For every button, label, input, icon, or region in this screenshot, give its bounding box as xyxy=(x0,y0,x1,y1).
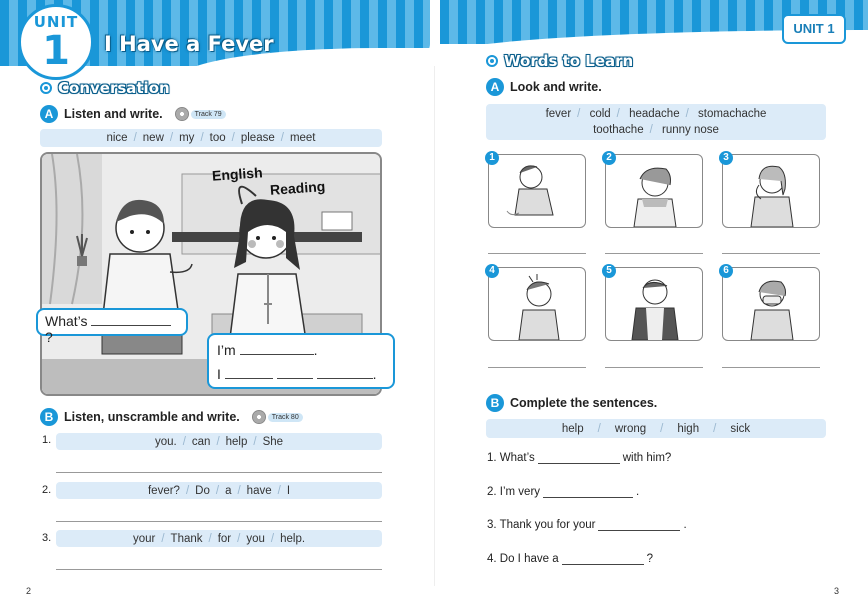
word-bank-a-right: fever / cold / headache / stomachache toothache / runny nose xyxy=(486,104,826,140)
task-letter: B xyxy=(40,408,58,426)
writing-line[interactable] xyxy=(722,367,820,368)
writing-line[interactable] xyxy=(488,367,586,368)
answer-blank[interactable] xyxy=(543,486,633,498)
track-name: Track 80 xyxy=(268,413,303,422)
section-dot-icon xyxy=(40,82,52,94)
word: She xyxy=(262,435,284,448)
task-label: Listen, unscramble and write. xyxy=(64,410,240,424)
sentence-text: 1. What’s xyxy=(487,452,535,464)
audio-track[interactable] xyxy=(252,410,303,424)
word: help xyxy=(225,435,248,448)
sentence-text: . xyxy=(683,519,687,531)
word: fever? xyxy=(147,484,180,497)
page-gutter xyxy=(434,66,435,586)
cd-icon xyxy=(175,107,189,121)
sentence-text: . xyxy=(636,486,640,498)
task-b-left xyxy=(40,408,303,426)
picture-number: 5 xyxy=(602,264,616,278)
row-number: 3. xyxy=(42,532,52,544)
answer-blank[interactable] xyxy=(91,314,171,326)
task-a-left xyxy=(40,105,226,123)
track-name: Track 79 xyxy=(191,110,226,119)
boy-speech-bubble xyxy=(36,308,188,345)
scramble-box: your / Thank / for / you / help. xyxy=(56,530,382,547)
word: please xyxy=(240,132,275,144)
picture-fever xyxy=(488,154,586,228)
page-title: I Have a Fever xyxy=(104,32,274,56)
cd-icon xyxy=(252,410,266,424)
answer-blank[interactable] xyxy=(240,343,314,355)
word: high xyxy=(677,422,700,435)
word: your xyxy=(132,532,156,545)
word: meet xyxy=(289,132,316,144)
task-label: Listen and write. xyxy=(64,107,163,121)
sentence-text: 4. Do I have a xyxy=(487,553,559,565)
unit-tab: UNIT 1 xyxy=(782,14,846,44)
task-label: Complete the sentences. xyxy=(510,396,658,410)
scramble-box: fever? / Do / a / have / I xyxy=(56,482,382,499)
word: have xyxy=(246,484,272,497)
task-letter: A xyxy=(40,105,58,123)
page-number-left: 2 xyxy=(26,586,32,596)
writing-line[interactable] xyxy=(56,569,382,570)
boy-bubble-suffix: ? xyxy=(45,329,53,345)
picture-cold xyxy=(605,154,703,228)
answer-blank[interactable] xyxy=(538,452,620,464)
word: wrong xyxy=(614,422,647,435)
picture-stomachache xyxy=(488,267,586,341)
word: Do xyxy=(195,484,210,497)
answer-blank[interactable] xyxy=(598,519,680,531)
page-number-right: 3 xyxy=(834,586,840,596)
word: a xyxy=(225,484,232,497)
word: for xyxy=(217,532,232,545)
word: cold xyxy=(589,108,611,120)
picture-number: 2 xyxy=(602,151,616,165)
word: toothache xyxy=(593,124,644,136)
task-letter: A xyxy=(486,78,504,96)
word: you. xyxy=(154,435,177,448)
writing-line[interactable] xyxy=(722,253,820,254)
picture-number: 1 xyxy=(485,151,499,165)
audio-track[interactable] xyxy=(175,107,226,121)
sign-english: English xyxy=(211,164,264,184)
section-dot-icon xyxy=(486,55,498,67)
word: help. xyxy=(280,532,306,545)
word: sick xyxy=(730,422,751,435)
word: too xyxy=(209,132,226,144)
word: can xyxy=(191,435,211,448)
picture-headache xyxy=(722,154,820,228)
picture-number: 3 xyxy=(719,151,733,165)
section-conversation xyxy=(40,79,170,97)
section-title: Conversation xyxy=(58,79,170,97)
word: my xyxy=(179,132,195,144)
writing-line[interactable] xyxy=(605,253,703,254)
task-a-right xyxy=(486,78,602,96)
sentence-4 xyxy=(487,553,653,565)
unit-number: 1 xyxy=(42,28,70,74)
girl-bubble-line1: I’m xyxy=(217,342,236,358)
word: I xyxy=(286,484,291,497)
girl-bubble-line2: I xyxy=(217,366,221,382)
sentence-text: 2. I’m very xyxy=(487,486,541,498)
section-words-to-learn xyxy=(486,52,633,70)
scramble-box: you. / can / help / She xyxy=(56,433,382,450)
sign-reading: Reading xyxy=(269,178,326,198)
task-b-right xyxy=(486,394,657,412)
word: runny nose xyxy=(662,124,719,136)
picture-toothache xyxy=(605,267,703,341)
task-letter: B xyxy=(486,394,504,412)
writing-line[interactable] xyxy=(56,521,382,522)
word: nice xyxy=(106,132,128,144)
girl-bubble-line1-end: . xyxy=(313,342,318,358)
sentence-3 xyxy=(487,519,687,531)
row-number: 2. xyxy=(42,484,52,496)
word: stomachache xyxy=(698,108,767,120)
answer-blank[interactable] xyxy=(277,367,313,379)
word: new xyxy=(142,132,164,144)
word-bank-b-right: help / wrong / high / sick xyxy=(486,419,826,438)
word: headache xyxy=(629,108,680,120)
girl-speech-bubble xyxy=(207,333,395,389)
sentence-text: 3. Thank you for your xyxy=(487,519,596,531)
sentence-2 xyxy=(487,486,639,498)
word: fever xyxy=(545,108,572,120)
writing-line[interactable] xyxy=(488,253,586,254)
unit-badge xyxy=(18,4,94,80)
girl-bubble-line2-end: . xyxy=(372,366,377,382)
section-title: Words to Learn xyxy=(504,52,634,70)
picture-number: 6 xyxy=(719,264,733,278)
boy-bubble-prefix: What’s xyxy=(45,313,88,329)
answer-blank[interactable] xyxy=(562,553,644,565)
word: help xyxy=(561,422,584,435)
writing-line[interactable] xyxy=(56,472,382,473)
picture-runny-nose xyxy=(722,267,820,341)
task-label: Look and write. xyxy=(510,80,602,94)
answer-blank[interactable] xyxy=(317,367,373,379)
word: you xyxy=(246,532,265,545)
unit-label: UNIT xyxy=(33,13,79,31)
answer-blank[interactable] xyxy=(225,367,273,379)
word-bank-a-left: nice / new / my / too / please / meet xyxy=(40,129,382,147)
writing-line[interactable] xyxy=(605,367,703,368)
word: Thank xyxy=(170,532,203,545)
sentence-text: with him? xyxy=(622,452,672,464)
sentence-text: ? xyxy=(646,553,654,565)
sentence-1 xyxy=(487,452,671,464)
row-number: 1. xyxy=(42,434,52,446)
picture-number: 4 xyxy=(485,264,499,278)
